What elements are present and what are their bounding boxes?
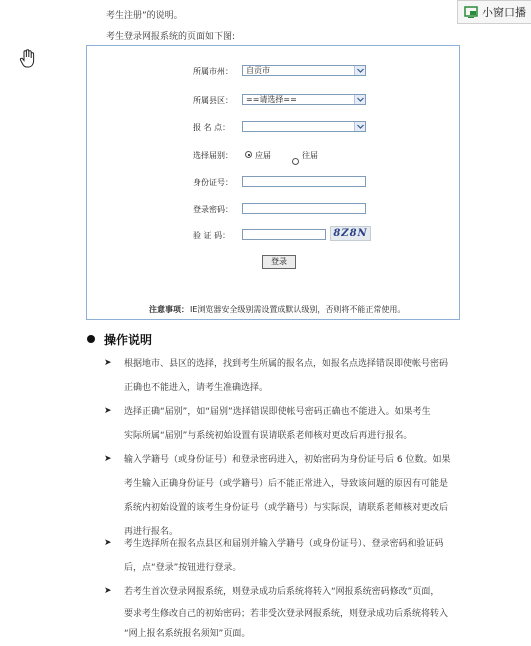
heading-bullet: [87, 335, 95, 343]
captcha-input[interactable]: [242, 229, 326, 240]
password-input[interactable]: [242, 203, 366, 214]
chevron-down-icon: [354, 95, 365, 104]
chevron-down-icon: [354, 66, 365, 75]
instruction-line: 再进行报名。: [124, 527, 179, 537]
instruction-line: 选择正确“届别”，如“届别”选择错误即使帐号密码正确也不能进入。如果考生: [124, 407, 431, 417]
note-title: 注意事项：: [149, 305, 189, 314]
doc-line-1: 考生注册”的说明。: [106, 11, 183, 21]
instruction-line: 输入学籍号（或身份证号）和登录密码进入，初始密码为身份证号后 6 位数。如果: [124, 455, 451, 465]
year-option-current: 应届: [255, 151, 271, 160]
arrow-bullet-icon: ➤: [104, 586, 112, 596]
site-select[interactable]: [242, 121, 366, 132]
instruction-line: 要求考生修改自己的初始密码；若非受次登录网报系统，则登录成功后系统将转入: [124, 609, 449, 619]
year-option-previous: 往届: [302, 151, 318, 160]
arrow-bullet-icon: ➤: [104, 454, 112, 464]
instruction-line: 根据地市、县区的选择，找到考生所属的报名点，如报名点选择错误即使帐号密码: [124, 359, 449, 369]
captcha-image[interactable]: 8Z8N: [330, 226, 371, 241]
city-label: 所属市州：: [193, 67, 233, 76]
instruction-line: 系统内初始设置的该考生身份证号（或学籍号）与实际误，请联系老师核对更改后: [124, 503, 449, 513]
note-text: IE浏览器安全级别需设置成默认级别，否则将不能正常使用。: [190, 305, 406, 314]
city-select[interactable]: [242, 65, 366, 76]
instruction-line: 后，点“登录”按钮进行登录。: [124, 563, 242, 573]
instruction-line: 实际所属“届别”与系统初始设置有误请联系老师核对更改后再进行报名。: [124, 431, 413, 441]
captcha-label: 验 证 码：: [193, 231, 231, 240]
year-radio-previous[interactable]: [292, 158, 299, 165]
doc-line-2: 考生登录网报系统的页面如下图:: [106, 32, 236, 42]
instruction-line: “网上报名系统报名须知”页面。: [124, 629, 251, 639]
id-number-label: 身份证号：: [193, 178, 233, 187]
instruction-line: 正确也不能进入，请考生准确选择。: [124, 383, 269, 393]
hand-cursor-icon: [18, 49, 36, 73]
district-label: 所属县区：: [193, 96, 233, 105]
chevron-down-icon: [354, 122, 365, 131]
id-number-input[interactable]: [242, 176, 366, 187]
mini-window-button[interactable]: [457, 0, 531, 24]
instruction-line: 考生选择所在报名点县区和届别并输入学籍号（或身份证号）、登录密码和验证码: [124, 539, 444, 549]
mini-window-label: 小窗口播: [482, 6, 526, 19]
site-label: 报 名 点：: [193, 123, 231, 132]
arrow-bullet-icon: ➤: [104, 358, 112, 368]
arrow-bullet-icon: ➤: [104, 406, 112, 416]
instruction-line: 若考生首次登录网报系统，则登录成功后系统将转入“网报系统密码修改”页面，: [124, 587, 440, 597]
instructions-heading: 操作说明: [104, 333, 153, 347]
login-button[interactable]: 登录: [262, 255, 296, 269]
year-label: 选择届别：: [193, 151, 233, 160]
district-select[interactable]: [242, 94, 366, 105]
mini-window-icon: [464, 3, 478, 22]
city-select-value: 自贡市: [246, 66, 270, 75]
year-radio-current[interactable]: [245, 151, 252, 158]
arrow-bullet-icon: ➤: [104, 538, 112, 548]
password-label: 登录密码：: [193, 205, 233, 214]
instruction-line: 考生输入正确身份证号（或学籍号）后不能正常进入，导致该问题的原因有可能是: [124, 479, 449, 489]
district-select-value: ==请选择==: [246, 95, 297, 104]
